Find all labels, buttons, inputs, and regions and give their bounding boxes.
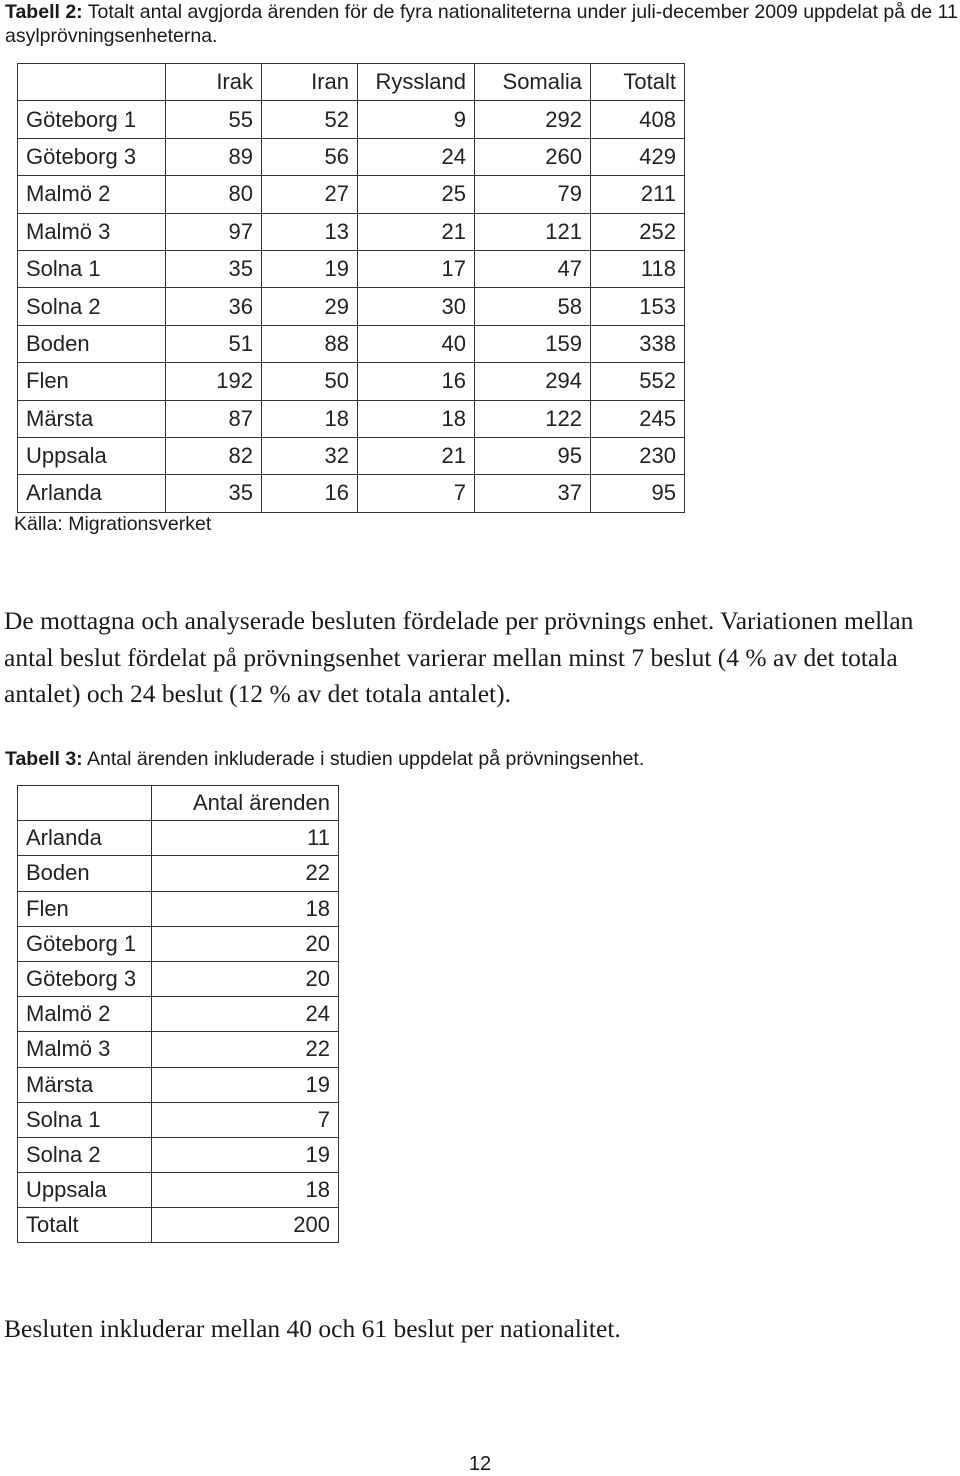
page-number: 12 xyxy=(468,1453,492,1475)
paragraph-summary: Besluten inkluderar mellan 40 och 61 beslut per nationalitet. xyxy=(4,1314,621,1343)
value-cell: 97 xyxy=(166,213,262,250)
table-row xyxy=(18,1102,339,1137)
value-cell: 47 xyxy=(475,250,591,287)
value-cell: 16 xyxy=(262,475,358,512)
value-cell: 27 xyxy=(262,176,358,213)
table2 xyxy=(17,63,685,513)
value-cell: 21 xyxy=(358,437,475,474)
row-label-cell: Göteborg 1 xyxy=(18,101,166,138)
value-cell: 192 xyxy=(166,363,262,400)
value-cell: 24 xyxy=(358,138,475,175)
table-row xyxy=(18,437,685,474)
table3-header-row xyxy=(18,786,339,821)
table3-caption-text: Antal ärenden inkluderade i studien uppdelat på prövningsenhet. xyxy=(82,748,645,770)
table2-caption xyxy=(5,0,960,48)
table-row xyxy=(18,400,685,437)
value-cell: 40 xyxy=(358,325,475,362)
value-cell: 30 xyxy=(358,288,475,325)
table3-header-cell xyxy=(18,786,152,821)
table-row xyxy=(18,363,685,400)
value-cell: 153 xyxy=(591,288,685,325)
table-row xyxy=(18,1208,339,1243)
table2-header-cell: Ryssland xyxy=(358,64,475,101)
row-label-cell: Malmö 3 xyxy=(18,213,166,250)
table-row xyxy=(18,213,685,250)
value-cell: 22 xyxy=(152,856,339,891)
row-label-cell: Solna 2 xyxy=(18,1137,152,1172)
value-cell: 19 xyxy=(262,250,358,287)
value-cell: 58 xyxy=(475,288,591,325)
table-row xyxy=(18,1032,339,1067)
row-label-cell: Flen xyxy=(18,363,166,400)
table2-source: Källa: Migrationsverket xyxy=(14,513,212,535)
value-cell: 18 xyxy=(152,891,339,926)
table-row xyxy=(18,997,339,1032)
value-cell: 292 xyxy=(475,101,591,138)
row-label-cell: Göteborg 3 xyxy=(18,138,166,175)
value-cell: 19 xyxy=(152,1067,339,1102)
row-label-cell: Malmö 3 xyxy=(18,1032,152,1067)
value-cell: 25 xyxy=(358,176,475,213)
value-cell: 260 xyxy=(475,138,591,175)
row-label-cell: Totalt xyxy=(18,1208,152,1243)
value-cell: 294 xyxy=(475,363,591,400)
table3 xyxy=(17,785,339,1243)
value-cell: 18 xyxy=(262,400,358,437)
value-cell: 245 xyxy=(591,400,685,437)
row-label-cell: Uppsala xyxy=(18,1173,152,1208)
row-label-cell: Märsta xyxy=(18,400,166,437)
value-cell: 338 xyxy=(591,325,685,362)
value-cell: 35 xyxy=(166,250,262,287)
table2-header-cell xyxy=(18,64,166,101)
value-cell: 200 xyxy=(152,1208,339,1243)
value-cell: 56 xyxy=(262,138,358,175)
table-row xyxy=(18,1173,339,1208)
table-row xyxy=(18,288,685,325)
table2-caption-text: Totalt antal avgjorda ärenden för de fyra nationaliteterna under juli-december 2009 uppdelat på de 11 asylprövningsenheterna. xyxy=(5,1,958,47)
value-cell: 18 xyxy=(152,1173,339,1208)
table-row xyxy=(18,250,685,287)
table2-body xyxy=(18,101,685,512)
table-row xyxy=(18,961,339,996)
table-row xyxy=(18,138,685,175)
value-cell: 87 xyxy=(166,400,262,437)
table3-header-cell: Antal ärenden xyxy=(152,786,339,821)
value-cell: 408 xyxy=(591,101,685,138)
table3-caption xyxy=(5,747,960,771)
table2-caption-label: Tabell 2: xyxy=(5,1,83,23)
table2-header-row xyxy=(18,64,685,101)
row-label-cell: Uppsala xyxy=(18,437,166,474)
paragraph-distribution: De mottagna och analyserade besluten fördelade per prövnings enhet. Variationen mellan antal beslut fördelat på prövningsenhet varierar mellan minst 7 beslut (4 % av det totala antalet) och 24 beslut (12 % av det totala antalet). xyxy=(4,606,914,708)
value-cell: 82 xyxy=(166,437,262,474)
value-cell: 230 xyxy=(591,437,685,474)
value-cell: 21 xyxy=(358,213,475,250)
value-cell: 55 xyxy=(166,101,262,138)
value-cell: 17 xyxy=(358,250,475,287)
value-cell: 24 xyxy=(152,997,339,1032)
row-label-cell: Arlanda xyxy=(18,821,152,856)
row-label-cell: Boden xyxy=(18,856,152,891)
value-cell: 552 xyxy=(591,363,685,400)
table-row xyxy=(18,1137,339,1172)
table2-header-cell: Irak xyxy=(166,64,262,101)
value-cell: 88 xyxy=(262,325,358,362)
value-cell: 159 xyxy=(475,325,591,362)
value-cell: 35 xyxy=(166,475,262,512)
value-cell: 89 xyxy=(166,138,262,175)
value-cell: 429 xyxy=(591,138,685,175)
row-label-cell: Arlanda xyxy=(18,475,166,512)
table-row xyxy=(18,926,339,961)
table3-body xyxy=(18,821,339,1243)
value-cell: 50 xyxy=(262,363,358,400)
row-label-cell: Malmö 2 xyxy=(18,176,166,213)
value-cell: 79 xyxy=(475,176,591,213)
row-label-cell: Märsta xyxy=(18,1067,152,1102)
table-row xyxy=(18,1067,339,1102)
value-cell: 7 xyxy=(358,475,475,512)
table-row xyxy=(18,101,685,138)
value-cell: 20 xyxy=(152,961,339,996)
value-cell: 37 xyxy=(475,475,591,512)
value-cell: 36 xyxy=(166,288,262,325)
value-cell: 252 xyxy=(591,213,685,250)
value-cell: 52 xyxy=(262,101,358,138)
table-row xyxy=(18,176,685,213)
table3-caption-label: Tabell 3: xyxy=(5,748,83,770)
value-cell: 122 xyxy=(475,400,591,437)
table2-header-cell: Iran xyxy=(262,64,358,101)
value-cell: 19 xyxy=(152,1137,339,1172)
value-cell: 80 xyxy=(166,176,262,213)
value-cell: 95 xyxy=(475,437,591,474)
value-cell: 13 xyxy=(262,213,358,250)
value-cell: 11 xyxy=(152,821,339,856)
value-cell: 20 xyxy=(152,926,339,961)
table-row xyxy=(18,821,339,856)
value-cell: 9 xyxy=(358,101,475,138)
value-cell: 18 xyxy=(358,400,475,437)
row-label-cell: Göteborg 1 xyxy=(18,926,152,961)
table-row xyxy=(18,891,339,926)
value-cell: 51 xyxy=(166,325,262,362)
value-cell: 121 xyxy=(475,213,591,250)
table2-header-cell: Totalt xyxy=(591,64,685,101)
table-row xyxy=(18,475,685,512)
table-row xyxy=(18,325,685,362)
row-label-cell: Solna 1 xyxy=(18,1102,152,1137)
value-cell: 7 xyxy=(152,1102,339,1137)
value-cell: 211 xyxy=(591,176,685,213)
value-cell: 22 xyxy=(152,1032,339,1067)
value-cell: 16 xyxy=(358,363,475,400)
row-label-cell: Solna 1 xyxy=(18,250,166,287)
row-label-cell: Flen xyxy=(18,891,152,926)
row-label-cell: Malmö 2 xyxy=(18,997,152,1032)
row-label-cell: Boden xyxy=(18,325,166,362)
value-cell: 32 xyxy=(262,437,358,474)
table2-header-cell: Somalia xyxy=(475,64,591,101)
value-cell: 95 xyxy=(591,475,685,512)
row-label-cell: Solna 2 xyxy=(18,288,166,325)
table-row xyxy=(18,856,339,891)
value-cell: 118 xyxy=(591,250,685,287)
row-label-cell: Göteborg 3 xyxy=(18,961,152,996)
value-cell: 29 xyxy=(262,288,358,325)
